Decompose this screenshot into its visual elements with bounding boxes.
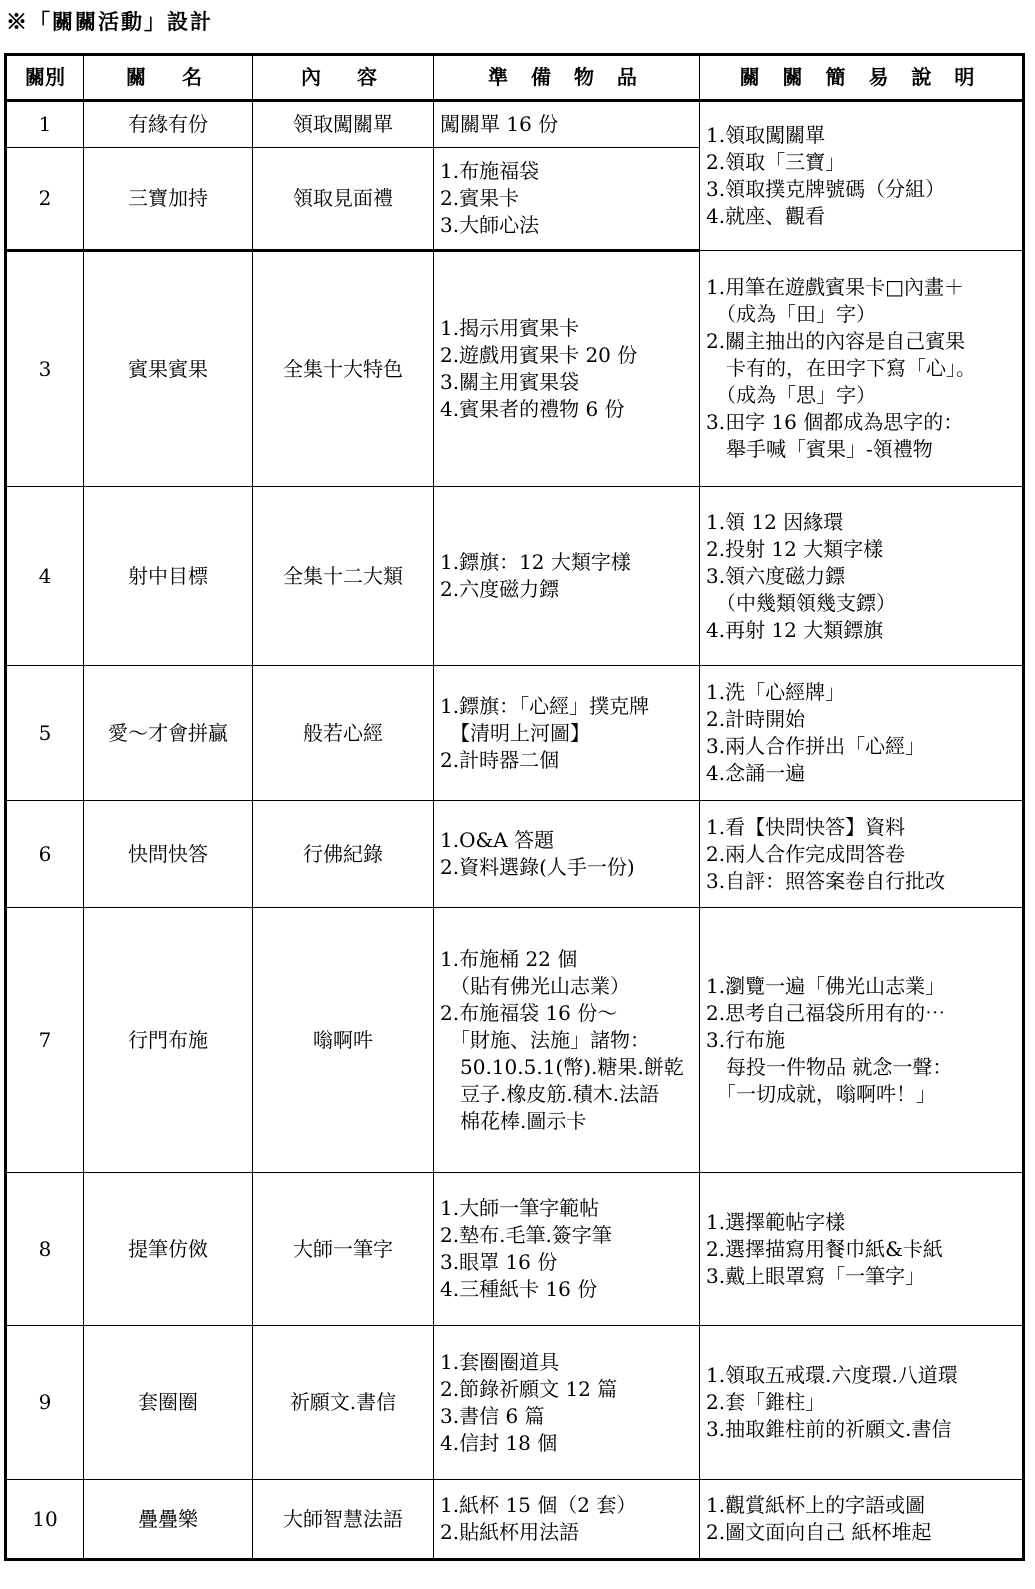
stage-prep-line: 2.節錄祈願文 12 篇: [440, 1376, 618, 1401]
stage-prep-line: 1.揭示用賓果卡: [440, 316, 580, 340]
stage-content: 領取見面禮: [253, 148, 434, 251]
header-desc: 關 關 簡 易 說 明: [700, 55, 1024, 101]
stage-prep-line: 闖關單 16 份: [440, 112, 559, 136]
table-row: [6, 251, 1024, 487]
stage-content: 祈願文.書信: [253, 1326, 434, 1480]
stage-name: 快問快答: [84, 801, 253, 908]
header-no: 關別: [6, 55, 84, 101]
stage-prep-line: 2.遊戲用賓果卡 20 份: [440, 343, 638, 367]
stage-desc-line: 2.計時開始: [706, 707, 806, 731]
stage-desc-line: 1.瀏覽一遍「佛光山志業」: [706, 973, 946, 998]
stage-desc-line: 1.看【快問快答】資料: [706, 814, 906, 839]
stage-desc-line: 「一切成就，嗡啊吽！」: [706, 1081, 936, 1106]
table-row: [6, 487, 1024, 666]
stage-prep-line: （貼有佛光山志業）: [440, 973, 630, 998]
stage-number: 1: [6, 101, 84, 148]
stage-desc: [700, 487, 1024, 666]
stage-name: 疊疊樂: [84, 1480, 253, 1560]
stage-desc-line: 1.領取五戒環.六度環.八道環: [706, 1363, 958, 1387]
stage-prep-line: 2.貼紙杯用法語: [440, 1520, 580, 1544]
stage-prep-line: 4.賓果者的禮物 6 份: [440, 397, 625, 421]
stage-prep: [434, 1173, 700, 1326]
stage-prep-line: 「財施、法施」諸物：: [440, 1027, 650, 1052]
stage-name: 賓果賓果: [84, 251, 253, 487]
stage-prep-line: 1.套圈圈道具: [440, 1349, 560, 1374]
table-row: [6, 1326, 1024, 1480]
stage-desc: [700, 101, 1024, 251]
stage-prep-line: 4.信封 18 個: [440, 1430, 558, 1455]
stage-desc-line: （成為「思」字）: [706, 383, 876, 407]
stage-prep-line: 豆子.橡皮筋.積木.法語: [440, 1081, 660, 1106]
stage-number: 5: [6, 666, 84, 801]
stage-number: 3: [6, 251, 84, 487]
stage-desc-line: 每投一件物品 就念一聲：: [706, 1054, 953, 1079]
stage-prep-line: 3.書信 6 篇: [440, 1403, 545, 1428]
stage-desc-line: （成為「田」字）: [706, 302, 876, 326]
stage-prep-line: 3.眼罩 16 份: [440, 1250, 558, 1274]
stage-desc-line: 3.兩人合作拼出「心經」: [706, 734, 926, 758]
stage-prep-line: 棉花棒.圖示卡: [440, 1108, 587, 1133]
stage-prep-line: 1.布施福袋: [440, 159, 540, 183]
stage-desc-line: 2.圖文面向自己 紙杯堆起: [706, 1520, 932, 1544]
stage-content: 般若心經: [253, 666, 434, 801]
stage-prep-line: 1.O&A 答題: [440, 828, 555, 852]
stage-content: 嗡啊吽: [253, 908, 434, 1173]
stage-desc-line: 2.套「錐柱」: [706, 1390, 826, 1414]
table-row: [6, 1480, 1024, 1560]
stage-prep-line: 2.布施福袋 16 份～: [440, 1000, 618, 1025]
stage-desc-line: 3.行布施: [706, 1027, 786, 1052]
stage-prep: [434, 148, 700, 251]
stage-desc-line: 1.選擇範帖字樣: [706, 1209, 846, 1234]
stage-desc-line: 3.自評：照答案卷自行批改: [706, 868, 946, 893]
stage-desc-line: 3.領六度磁力鏢: [706, 563, 846, 588]
stage-prep-line: 【清明上河圖】: [440, 720, 590, 745]
stage-number: 2: [6, 148, 84, 251]
stage-desc-line: 1.洗「心經牌」: [706, 680, 846, 704]
stage-desc-line: 1.領取闖關單: [706, 123, 826, 147]
stage-desc: [700, 1173, 1024, 1326]
stage-prep-line: 1.紙杯 15 個（2 套）: [440, 1493, 637, 1517]
stage-desc: [700, 251, 1024, 487]
stage-desc-line: 3.戴上眼罩寫「一筆字」: [706, 1263, 926, 1288]
table-row: [6, 101, 1024, 148]
stage-desc: [700, 1480, 1024, 1560]
stage-desc-line: 2.思考自己福袋所用有的⋯: [706, 1000, 946, 1025]
header-name: 關 名: [84, 55, 253, 101]
stage-prep-line: 2.墊布.毛筆.簽字筆: [440, 1223, 612, 1247]
stage-prep-line: 1.鏢旗：「心經」撲克牌: [440, 693, 650, 718]
stage-prep-line: 1.大師一筆字範帖: [440, 1196, 600, 1220]
stage-content: 行佛紀錄: [253, 801, 434, 908]
table-row: [6, 908, 1024, 1173]
stage-name: 套圈圈: [84, 1326, 253, 1480]
stage-desc: [700, 801, 1024, 908]
stage-prep-line: 2.六度磁力鏢: [440, 577, 560, 601]
stage-desc: [700, 908, 1024, 1173]
stage-desc-line: 2.兩人合作完成問答卷: [706, 841, 906, 866]
stage-prep-line: 3.關主用賓果袋: [440, 370, 580, 394]
stage-name: 愛～才會拼贏: [84, 666, 253, 801]
stage-desc-line: 2.領取「三寶」: [706, 150, 846, 174]
stage-prep-line: 2.計時器二個: [440, 747, 560, 772]
stage-name: 行門布施: [84, 908, 253, 1173]
stage-prep: [434, 1326, 700, 1480]
stage-name: 射中目標: [84, 487, 253, 666]
stage-content: 大師一筆字: [253, 1173, 434, 1326]
page-title: ※「關關活動」設計: [6, 9, 213, 34]
stage-prep-line: 50.10.5.1(幣).糖果.餅乾: [440, 1054, 684, 1079]
stage-prep: [434, 666, 700, 801]
stage-content: 領取闖關單: [253, 101, 434, 148]
stage-prep: [434, 908, 700, 1173]
stage-prep: [434, 801, 700, 908]
stage-desc-line: 3.田字 16 個都成為思字的：: [706, 410, 964, 434]
stage-desc-line: 2.選擇描寫用餐巾紙&卡紙: [706, 1236, 943, 1261]
stage-number: 9: [6, 1326, 84, 1480]
stage-number: 10: [6, 1480, 84, 1560]
table-header-row: [6, 55, 1024, 101]
stage-prep-line: 2.賓果卡: [440, 186, 520, 210]
stage-desc-line: 卡有的，在田字下寫「心」。: [706, 356, 976, 380]
stage-number: 7: [6, 908, 84, 1173]
stage-desc-line: 1.領 12 因緣環: [706, 509, 844, 534]
stage-content: 全集十二大類: [253, 487, 434, 666]
stage-desc-line: 2.關主抽出的內容是自己賓果: [706, 329, 966, 353]
stage-desc: [700, 1326, 1024, 1480]
table-row: [6, 1173, 1024, 1326]
stage-desc-line: （中幾類領幾支鏢）: [706, 590, 896, 615]
stage-prep: [434, 487, 700, 666]
stage-prep-line: 4.三種紙卡 16 份: [440, 1277, 598, 1301]
stage-name: 提筆仿傚: [84, 1173, 253, 1326]
stage-prep: [434, 1480, 700, 1560]
stage-desc-line: 1.觀賞紙杯上的字語或圖: [706, 1493, 926, 1517]
stage-prep: [434, 101, 700, 148]
header-content: 內 容: [253, 55, 434, 101]
stage-desc-line: 3.抽取錐柱前的祈願文.書信: [706, 1417, 952, 1441]
stage-prep-line: 1.布施桶 22 個: [440, 946, 578, 971]
table-row: [6, 801, 1024, 908]
stage-desc-line: 2.投射 12 大類字樣: [706, 536, 884, 561]
stage-name: 三寶加持: [84, 148, 253, 251]
stage-desc-line: 1.用筆在遊戲賓果卡□內畫＋: [706, 275, 964, 299]
stage-number: 6: [6, 801, 84, 908]
stage-prep-line: 1.鏢旗：12 大類字樣: [440, 550, 631, 574]
stage-desc-line: 4.念誦一遍: [706, 761, 806, 785]
stage-desc: [700, 666, 1024, 801]
stage-number: 8: [6, 1173, 84, 1326]
activity-table: [4, 53, 1025, 1561]
stage-content: 大師智慧法語: [253, 1480, 434, 1560]
stage-desc-line: 4.就座、觀看: [706, 204, 826, 228]
stage-prep-line: 2.資料選錄(人手一份): [440, 855, 635, 879]
table-row: [6, 666, 1024, 801]
stage-desc-line: 3.領取撲克牌號碼（分組）: [706, 177, 946, 201]
stage-number: 4: [6, 487, 84, 666]
stage-prep: [434, 251, 700, 487]
stage-prep-line: 3.大師心法: [440, 213, 540, 237]
header-prep: 準 備 物 品: [434, 55, 700, 101]
stage-name: 有緣有份: [84, 101, 253, 148]
stage-desc-line: 4.再射 12 大類鏢旗: [706, 617, 884, 642]
stage-content: 全集十大特色: [253, 251, 434, 487]
stage-desc-line: 舉手喊「賓果」-領禮物: [706, 437, 933, 461]
